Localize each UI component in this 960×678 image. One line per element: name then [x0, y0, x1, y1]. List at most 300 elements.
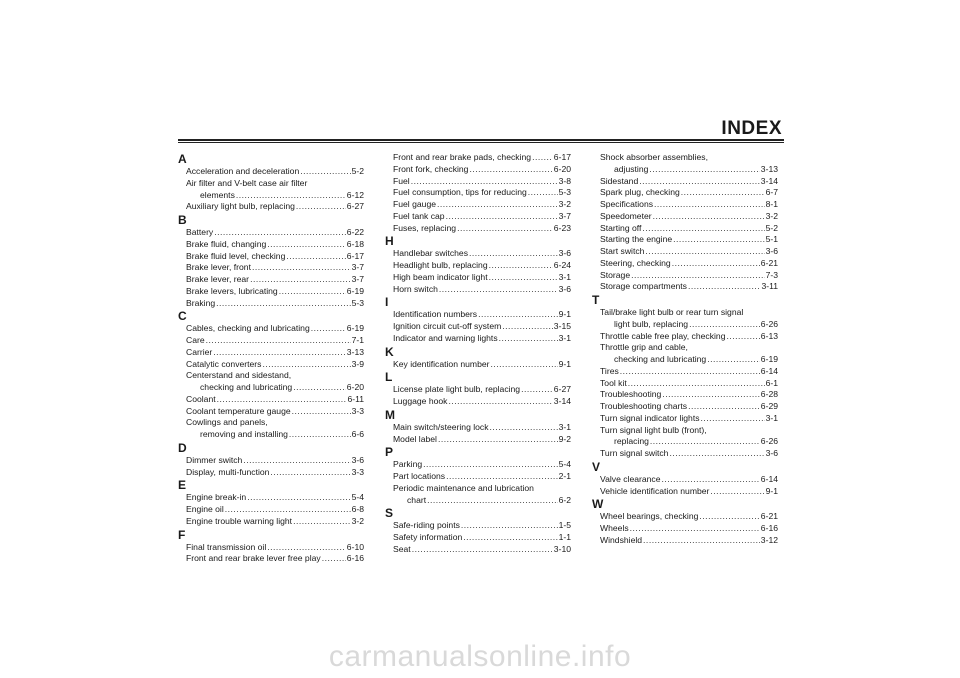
index-entry [385, 422, 571, 434]
index-entry-text: elements [200, 189, 235, 200]
index-entry [385, 434, 571, 446]
index-page-ref: 6-10 [346, 541, 364, 552]
index-entry-text: Troubleshooting charts [600, 401, 688, 411]
index-entry-text: Tool kit [600, 377, 627, 388]
index-page-ref: 1-5 [558, 520, 571, 531]
index-entry [178, 166, 364, 178]
index-entry [385, 211, 571, 223]
index-entry-text: Storage [600, 269, 631, 280]
dot-leader [630, 523, 760, 535]
index-page-ref: 6-26 [760, 318, 778, 329]
index-entry-text: Turn signal light bulb (front), [600, 424, 707, 435]
index-entry [592, 176, 778, 188]
index-entry [178, 359, 364, 371]
dot-leader [662, 389, 759, 401]
index-entry-text: Front fork, checking [393, 163, 469, 174]
index-page-ref: 6-24 [553, 260, 571, 270]
dot-leader [300, 166, 350, 178]
index-page-ref: 3-8 [558, 175, 571, 186]
dot-leader [521, 384, 553, 396]
index-entry-text: Vehicle identification number [600, 485, 710, 496]
index-entry-text: High beam indicator light [393, 271, 488, 282]
index-entry-text: Key identification number [393, 358, 490, 369]
index-page-ref: 6-17 [346, 250, 364, 261]
index-entry [385, 272, 571, 284]
index-entry [178, 251, 364, 263]
index-page-ref: 5-2 [765, 222, 778, 233]
index-letter-heading: F [178, 527, 186, 542]
index-entry-text: License plate light bulb, replacing [393, 384, 521, 395]
index-entry [178, 504, 364, 516]
index-entry [178, 516, 364, 528]
index-entry-text: Fuses, replacing [393, 222, 457, 233]
index-entry-text: Spark plug, checking [600, 187, 680, 198]
dot-leader [701, 413, 765, 425]
index-page-ref: 3-6 [558, 248, 571, 259]
index-entry-text: Auxiliary light bulb, replacing [186, 201, 295, 212]
index-entry [385, 260, 571, 272]
index-page-ref: 3-6 [351, 454, 364, 465]
index-entry-text: Steering, checking [600, 257, 671, 268]
index-page-ref: 9-2 [558, 433, 571, 444]
index-entry-text: Carrier [186, 346, 213, 357]
index-letter-heading: I [385, 295, 389, 310]
index-page-ref: 3-13 [760, 163, 778, 174]
dot-leader [649, 164, 759, 176]
index-entry [385, 333, 571, 345]
index-entry [178, 394, 364, 406]
index-entry-text: Brake lever, front [186, 262, 251, 273]
index-entry [178, 286, 364, 298]
index-page-ref: 3-2 [558, 199, 571, 209]
index-entry-text: Cowlings and panels, [186, 417, 268, 428]
index-page-ref: 6-28 [760, 389, 778, 400]
index-column-2 [385, 152, 571, 556]
dot-leader [528, 187, 558, 199]
index-entry [592, 389, 778, 401]
index-page-ref: 6-21 [760, 257, 778, 268]
index-page-ref: 3-10 [553, 543, 571, 554]
index-page-ref: 5-4 [558, 459, 571, 470]
index-entry-text: Indicator and warning lights [393, 332, 498, 343]
dot-leader [411, 176, 558, 188]
index-entry [592, 258, 778, 270]
index-entry [592, 448, 778, 460]
index-entry-text: Tail/brake light bulb or rear turn signal [600, 307, 744, 317]
index-entry-text: Cables, checking and lubricating [186, 323, 310, 334]
index-entry-text: Fuel gauge [393, 199, 437, 209]
index-entry-text: Starting off [600, 222, 642, 233]
index-page-ref: 6-17 [553, 152, 571, 162]
index-entry-text: Front and rear brake lever free play [186, 553, 321, 564]
index-entry-text: Start switch [600, 246, 645, 256]
dot-leader [267, 542, 346, 554]
dot-leader [681, 187, 765, 199]
watermark: carmanualsonline.info [328, 640, 632, 673]
index-entry-text: Catalytic converters [186, 358, 262, 369]
index-entry [385, 223, 571, 235]
index-page-ref: 3-14 [760, 175, 778, 186]
dot-leader [270, 467, 350, 479]
index-letter-heading: S [385, 506, 394, 521]
dot-leader [707, 354, 760, 366]
index-entry-text: Identification numbers [393, 309, 478, 320]
index-entry [592, 474, 778, 486]
header-rule-thin [178, 142, 784, 143]
index-entry [592, 523, 778, 535]
index-entry-text: Fuel [393, 175, 410, 186]
index-entry [592, 307, 778, 331]
dot-leader [446, 471, 558, 483]
index-page-ref: 6-19 [346, 285, 364, 296]
dot-leader [654, 199, 765, 211]
index-entry-text: Safety information [393, 532, 463, 542]
index-entry-text: light bulb, replacing [614, 318, 689, 329]
index-entry-text: Parking [393, 459, 423, 470]
dot-leader [250, 274, 351, 286]
index-page-ref: 2-1 [558, 471, 571, 481]
index-entry-text: Handlebar switches [393, 248, 468, 259]
index-entry-text: Air filter and V-belt case air filter [186, 177, 308, 188]
index-entry [385, 152, 571, 164]
dot-leader [502, 321, 553, 333]
index-entry [178, 542, 364, 554]
index-page-ref: 6-11 [347, 393, 364, 404]
index-entry [592, 378, 778, 390]
index-letter-heading: T [592, 293, 600, 307]
index-entry-text: Storage compartments [600, 281, 687, 292]
index-entry [592, 199, 778, 211]
index-entry-text: Model label [393, 433, 437, 444]
index-page-ref: 6-2 [558, 494, 571, 505]
index-entry-text: Final transmission oil [186, 541, 267, 552]
index-entry-text: Troubleshooting [600, 389, 662, 400]
index-page-ref: 3-6 [558, 283, 571, 294]
dot-leader [262, 359, 350, 371]
index-letter-heading: L [385, 370, 393, 385]
index-entry-text: Acceleration and deceleration [186, 166, 300, 176]
index-entry-text: Fuel consumption, tips for reducing [393, 187, 527, 198]
index-page-ref: 6-6 [351, 429, 364, 439]
index-page-ref: 6-29 [760, 401, 778, 411]
index-letter-heading: H [385, 234, 394, 249]
index-letter-heading: W [592, 497, 604, 512]
index-page-ref: 9-1 [558, 358, 571, 369]
dot-leader [236, 190, 346, 202]
index-entry [385, 176, 571, 188]
index-entry-text: chart [407, 494, 427, 505]
dot-leader [423, 459, 557, 471]
index-entry-text: replacing [614, 436, 649, 447]
dot-leader [322, 553, 346, 565]
index-entry-text: Display, multi-function [186, 466, 270, 477]
index-entry-text: Throttle grip and cable, [600, 342, 688, 353]
index-page-ref: 6-12 [346, 189, 364, 200]
index-page-ref: 3-3 [351, 466, 364, 477]
dot-leader [726, 331, 759, 343]
index-entry-text: Engine trouble warning light [186, 515, 293, 526]
index-entry [385, 532, 571, 544]
index-letter-heading: M [385, 407, 395, 422]
index-page-ref: 6-1 [765, 377, 778, 388]
index-entry-text: Speedometer [600, 210, 652, 221]
index-entry-text: removing and installing [200, 429, 288, 439]
index-entry [178, 406, 364, 418]
dot-leader [457, 223, 553, 235]
index-entry [178, 553, 364, 565]
index-page-ref: 3-7 [351, 262, 364, 273]
index-entry [178, 347, 364, 359]
index-entry [385, 248, 571, 260]
header-rule [178, 139, 784, 141]
dot-leader [672, 258, 760, 270]
index-entry [385, 520, 571, 532]
index-entry [385, 164, 571, 176]
index-entry-text: Battery [186, 227, 214, 237]
dot-leader [286, 251, 345, 263]
index-entry [385, 199, 571, 211]
index-entry [385, 359, 571, 371]
index-page-ref: 6-14 [760, 473, 778, 484]
index-page-ref: 5-1 [765, 234, 778, 245]
page-title: INDEX [721, 118, 782, 139]
index-entry-text: Braking [186, 297, 216, 308]
index-entry-text: Specifications [600, 199, 654, 209]
dot-leader [292, 406, 351, 418]
index-entry [178, 201, 364, 213]
dot-leader [643, 535, 760, 547]
index-page-ref: 3-3 [351, 405, 364, 416]
dot-leader [446, 211, 558, 223]
dot-leader [532, 152, 553, 164]
index-entry [385, 471, 571, 483]
index-entry-text: Brake fluid, changing [186, 238, 267, 249]
index-page-ref: 6-7 [765, 187, 778, 198]
dot-leader [311, 323, 346, 335]
dot-leader [628, 378, 765, 390]
index-page-ref: 6-19 [760, 354, 778, 364]
index-entry-text: Safe-riding points [393, 520, 460, 531]
index-page-ref: 6-19 [346, 323, 364, 334]
index-page-ref: 3-7 [558, 210, 571, 221]
index-entry [592, 152, 778, 176]
index-entry [178, 370, 364, 394]
dot-leader [293, 516, 351, 528]
dot-leader [653, 211, 765, 223]
dot-leader [439, 284, 558, 296]
index-entry-text: Coolant [186, 393, 216, 404]
index-page-ref: 6-23 [553, 222, 571, 233]
index-entry-text: Engine oil [186, 504, 224, 514]
dot-leader [478, 309, 558, 321]
index-page-ref: 3-1 [558, 332, 571, 343]
dot-leader [489, 272, 558, 284]
index-page-ref: 3-9 [351, 358, 364, 369]
index-entry-text: Part locations [393, 471, 446, 481]
index-page-ref: 3-2 [351, 515, 364, 526]
index-entry [592, 211, 778, 223]
dot-leader [662, 474, 760, 486]
index-page-ref: 3-6 [765, 246, 778, 256]
dot-leader [491, 359, 558, 371]
index-page-ref: 6-22 [346, 227, 364, 237]
dot-leader [463, 532, 557, 544]
dot-leader [216, 298, 350, 310]
index-entry-text: Turn signal switch [600, 448, 669, 458]
index-entry [178, 323, 364, 335]
index-entry [592, 234, 778, 246]
index-page-ref: 5-4 [351, 492, 364, 503]
index-entry [385, 459, 571, 471]
index-page-ref: 6-18 [346, 238, 364, 249]
index-page-ref: 6-26 [760, 436, 778, 447]
index-page-ref: 6-13 [760, 330, 778, 341]
dot-leader [427, 495, 557, 507]
index-entry-text: Turn signal indicator lights [600, 412, 700, 423]
index-page-ref: 6-16 [346, 553, 364, 564]
dot-leader [438, 434, 558, 446]
dot-leader [437, 199, 558, 211]
index-page-ref: 6-16 [760, 523, 778, 533]
index-entry [178, 262, 364, 274]
index-entry-text: checking and lubricating [200, 382, 293, 392]
index-entry-text: Wheel bearings, checking [600, 511, 699, 522]
dot-leader [217, 394, 347, 406]
index-entry [178, 455, 364, 467]
index-page-ref: 5-3 [558, 187, 571, 198]
index-page-ref: 6-8 [351, 504, 364, 514]
index-entry-text: Sidestand [600, 175, 639, 186]
index-entry [592, 281, 778, 293]
dot-leader [669, 448, 764, 460]
index-letter-heading: K [385, 344, 394, 359]
index-entry [592, 401, 778, 413]
dot-leader [620, 366, 760, 378]
index-entry-text: Periodic maintenance and lubrication [393, 482, 534, 493]
index-entry [592, 511, 778, 523]
dot-leader [213, 347, 346, 359]
index-entry-text: Coolant temperature gauge [186, 405, 291, 416]
dot-leader [225, 504, 351, 516]
dot-leader [710, 486, 764, 498]
index-entry [592, 342, 778, 366]
index-column-1 [178, 152, 364, 565]
index-entry-text: Brake lever, rear [186, 274, 250, 284]
dot-leader [289, 429, 351, 441]
index-entry-text: Brake levers, lubricating [186, 285, 278, 296]
dot-leader [689, 319, 760, 331]
index-page-ref: 6-21 [760, 511, 778, 522]
index-letter-heading: D [178, 440, 187, 455]
index-letter-heading: E [178, 478, 187, 493]
index-entry-text: Fuel tank cap [393, 210, 445, 221]
index-entry-text: Horn switch [393, 283, 438, 294]
index-page-ref: 3-6 [765, 448, 778, 458]
dot-leader [673, 234, 764, 246]
index-entry [385, 309, 571, 321]
index-entry [178, 239, 364, 251]
index-entry [385, 544, 571, 556]
index-entry [178, 467, 364, 479]
index-entry [178, 335, 364, 347]
index-letter-heading: V [592, 459, 601, 474]
index-entry [385, 384, 571, 396]
index-page-ref: 3-14 [553, 396, 571, 406]
index-entry-text: Seat [393, 543, 411, 554]
index-entry [592, 535, 778, 547]
index-entry [385, 483, 571, 507]
dot-leader [279, 286, 346, 298]
dot-leader [639, 176, 760, 188]
dot-leader [206, 335, 351, 347]
index-entry [178, 417, 364, 441]
index-entry-text: Centerstand and sidestand, [186, 370, 292, 381]
index-entry-text: checking and lubricating [614, 354, 707, 364]
index-page-ref: 1-1 [558, 532, 571, 542]
dot-leader [699, 511, 759, 523]
index-letter-heading: C [178, 309, 187, 324]
index-column-3 [592, 152, 778, 547]
dot-leader [688, 401, 760, 413]
index-page-ref: 6-20 [553, 163, 571, 174]
index-entry-text: Engine break-in [186, 492, 247, 503]
dot-leader [688, 281, 761, 293]
index-entry-text: Throttle cable free play, checking [600, 330, 726, 341]
dot-leader [469, 248, 558, 260]
index-entry-text: Valve clearance [600, 473, 661, 484]
index-entry-text: Brake fluid level, checking [186, 250, 286, 261]
index-page-ref: 3-11 [761, 281, 778, 292]
dot-leader [247, 492, 350, 504]
index-page-ref: 3-7 [351, 274, 364, 284]
index-page-ref: 6-14 [760, 365, 778, 376]
dot-leader [499, 333, 558, 345]
dot-leader [243, 455, 350, 467]
dot-leader [293, 382, 346, 394]
index-entry [178, 298, 364, 310]
index-entry [592, 187, 778, 199]
dot-leader [448, 396, 552, 408]
index-entry [592, 246, 778, 258]
index-page-ref: 7-3 [765, 269, 778, 280]
index-entry [592, 223, 778, 235]
index-entry-text: Headlight bulb, replacing [393, 260, 488, 270]
dot-leader [296, 201, 346, 213]
dot-leader [412, 544, 553, 556]
index-entry-text: Shock absorber assemblies, [600, 152, 708, 162]
index-entry [178, 274, 364, 286]
index-page-ref: 3-12 [760, 534, 778, 545]
index-entry [385, 396, 571, 408]
index-page-ref: 3-1 [558, 421, 571, 432]
index-page-ref: 9-1 [558, 309, 571, 320]
index-entry [592, 366, 778, 378]
index-letter-heading: A [178, 152, 187, 166]
index-entry [178, 178, 364, 202]
index-entry [592, 425, 778, 449]
index-entry-text: Tires [600, 365, 619, 376]
index-page-ref: 9-1 [765, 485, 778, 496]
index-entry-text: Starting the engine [600, 234, 673, 245]
index-entry-text: Front and rear brake pads, checking [393, 152, 532, 162]
index-page-ref: 3-15 [553, 321, 571, 331]
dot-leader [650, 436, 760, 448]
index-page-ref: 5-2 [351, 166, 364, 176]
dot-leader [489, 260, 553, 272]
index-entry [592, 413, 778, 425]
index-entry [178, 227, 364, 239]
dot-leader [267, 239, 346, 251]
